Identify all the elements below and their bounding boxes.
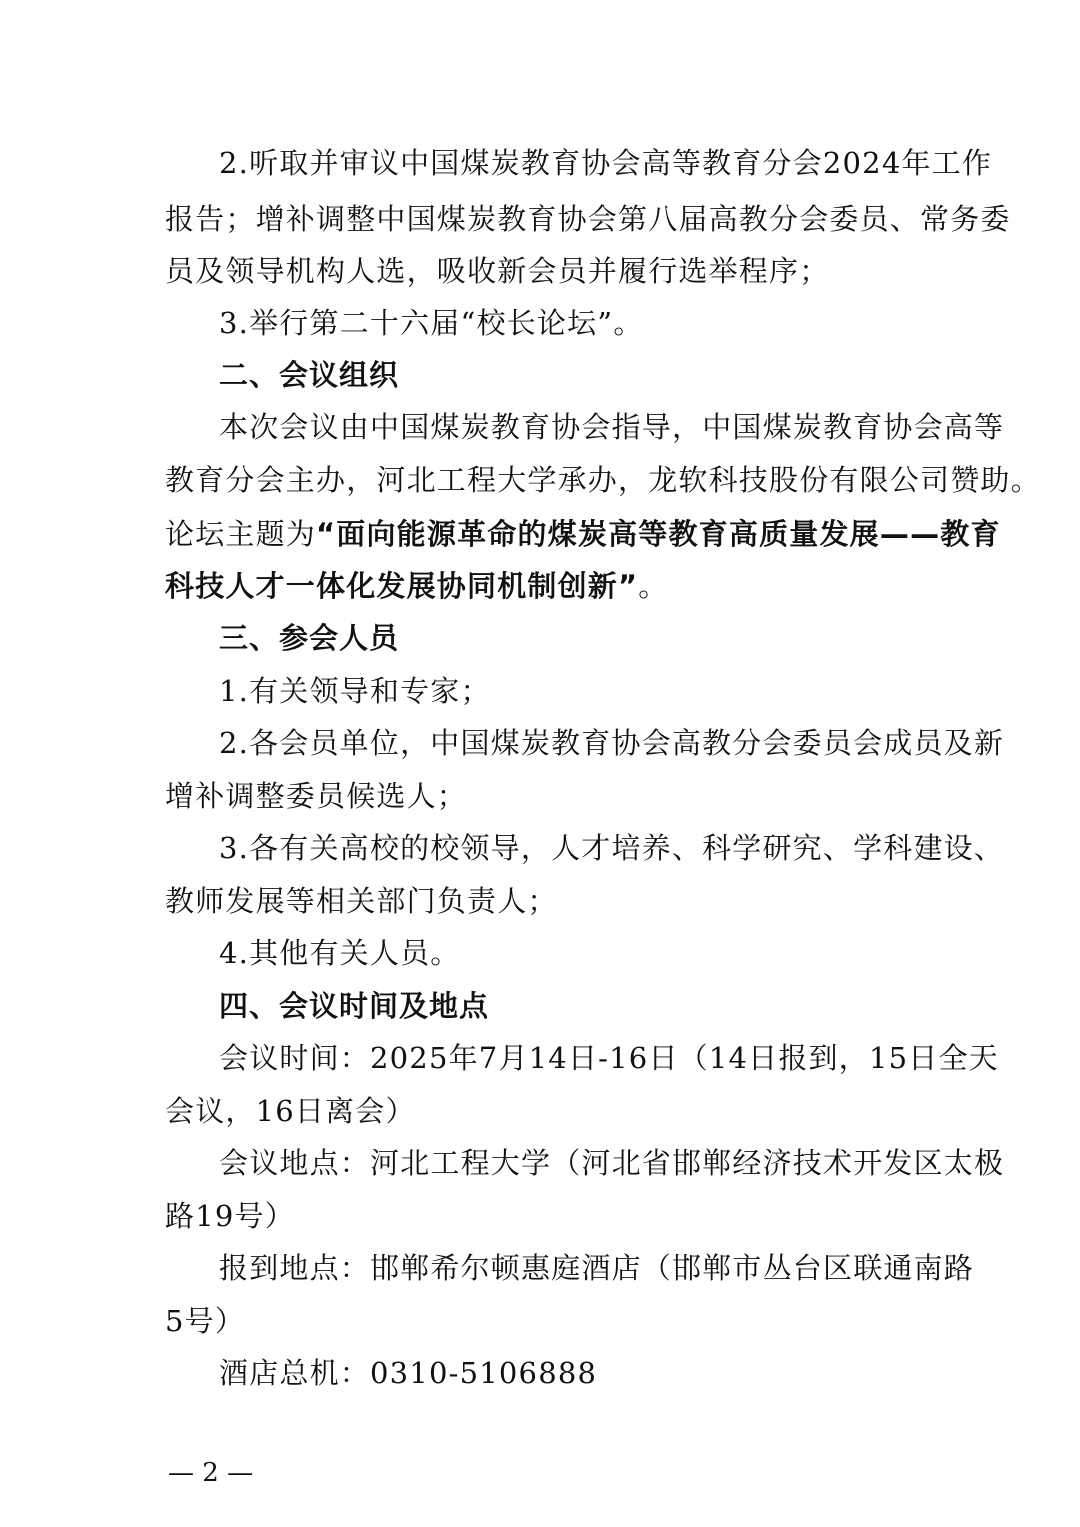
forum-theme-prefix: 论坛主题为	[165, 517, 317, 551]
checkin-location-line-2: 5号）	[165, 1304, 246, 1338]
meeting-venue-line-1: 会议地点：河北工程大学（河北省邯郸经济技术开发区太极	[219, 1146, 1005, 1180]
attendee-item-3-line-2: 教师发展等相关部门负责人；	[165, 884, 558, 918]
attendee-item-3-line-1: 3.各有关高校的校领导，人才培养、科学研究、学科建设、	[219, 831, 1005, 865]
forum-theme-end-punct: 。	[638, 569, 669, 603]
forum-theme-line-2	[165, 566, 917, 606]
forum-theme-line-1	[165, 514, 1001, 554]
section-heading-organization: 二、会议组织	[219, 358, 400, 392]
meeting-time-line-1: 会议时间：2025年7月14日-16日（14日报到，15日全天	[219, 1041, 999, 1075]
forum-theme-title-part-2: 科技人才一体化发展协同机制创新”	[165, 569, 639, 603]
forum-theme-title-part-1: “面向能源革命的煤炭高等教育高质量发展——教育	[316, 517, 1001, 551]
page-number: — 2 —	[168, 1458, 254, 1488]
organization-line-1: 本次会议由中国煤炭教育协会指导，中国煤炭教育协会高等	[219, 410, 1005, 444]
section-heading-attendees: 三、参会人员	[219, 621, 400, 655]
section-heading-time-place: 四、会议时间及地点	[219, 989, 490, 1023]
attendee-item-2-line-1: 2.各会员单位，中国煤炭教育协会高教分会委员会成员及新	[219, 726, 1005, 760]
attendee-item-1: 1.有关领导和专家；	[219, 674, 491, 708]
meeting-venue-line-2: 路19号）	[165, 1199, 295, 1233]
organization-line-2: 教育分会主办，河北工程大学承办，龙软科技股份有限公司赞助。	[165, 463, 1041, 497]
hotel-phone: 酒店总机：0310-5106888	[219, 1356, 598, 1390]
attendee-item-4: 4.其他有关人员。	[219, 936, 461, 970]
attendee-item-2-line-2: 增补调整委员候选人；	[165, 779, 468, 813]
checkin-location-line-1: 报到地点：邯郸希尔顿惠庭酒店（邯郸市丛台区联通南路	[219, 1251, 975, 1285]
agenda-item-2-line-3: 员及领导机构人选，吸收新会员并履行选举程序；	[165, 254, 830, 288]
agenda-item-2-line-2: 报告；增补调整中国煤炭教育协会第八届高教分会委员、常务委	[165, 202, 1011, 236]
agenda-item-2-line-1: 2.听取并审议中国煤炭教育协会高等教育分会2024年工作	[219, 146, 993, 180]
meeting-time-line-2: 会议，16日离会）	[165, 1094, 416, 1128]
agenda-item-3: 3.举行第二十六届“校长论坛”。	[219, 306, 644, 340]
